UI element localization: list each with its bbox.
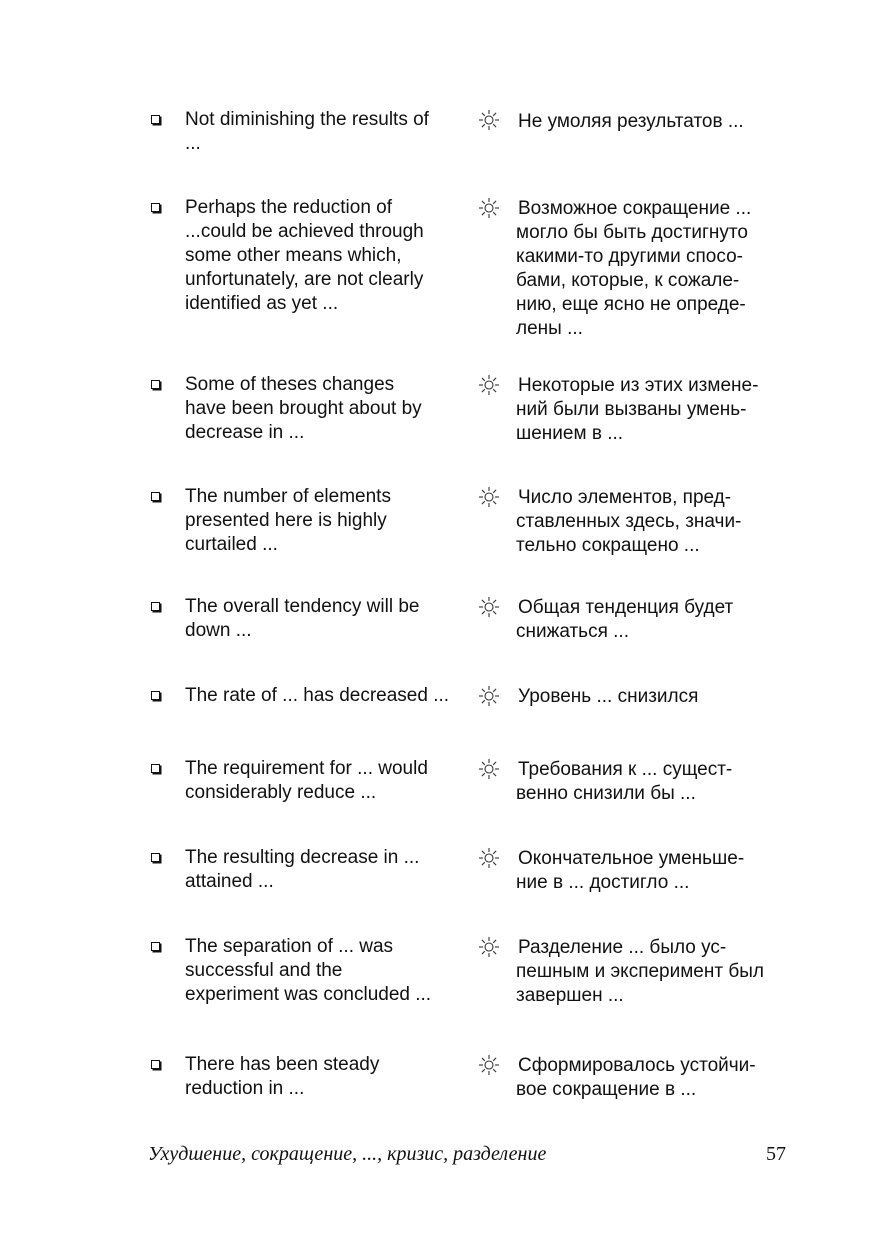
sun-icon bbox=[478, 486, 500, 508]
russian-translation: Число элементов, пред- ставленных здесь, значи- тельно сокращено ... bbox=[516, 487, 742, 556]
square-bullet-icon bbox=[151, 380, 160, 389]
square-bullet-icon bbox=[151, 203, 160, 212]
square-bullet-icon bbox=[151, 942, 160, 951]
russian-translation: Уровень ... снизился bbox=[518, 686, 699, 707]
russian-translation: Не умоляя результатов ... bbox=[518, 111, 744, 132]
sun-icon bbox=[478, 197, 500, 219]
english-phrase: The separation of ... was successful and the experiment was concluded ... bbox=[185, 936, 432, 1005]
sun-icon bbox=[478, 596, 500, 618]
russian-translation: Разделение ... было ус- пешным и эксперимент был завершен ... bbox=[516, 937, 764, 1006]
russian-translation: Сформировалось устойчи- вое сокращение в ... bbox=[516, 1055, 756, 1100]
russian-translation: Окончательное уменьше- ние в ... достигло ... bbox=[516, 848, 745, 893]
english-phrase: The resulting decrease in ... attained ... bbox=[185, 847, 420, 892]
russian-translation: Некоторые из этих измене- ний были вызваны умень- шением в ... bbox=[516, 375, 759, 444]
english-phrase: Not diminishing the results of ... bbox=[185, 109, 429, 154]
sun-icon bbox=[478, 109, 500, 131]
sun-icon bbox=[478, 685, 500, 707]
english-phrase: The number of elements presented here is highly curtailed ... bbox=[185, 486, 391, 555]
square-bullet-icon bbox=[151, 492, 160, 501]
english-phrase: The requirement for ... would considerably reduce ... bbox=[185, 758, 428, 803]
english-phrase: Some of theses changes have been brought about by decrease in ... bbox=[185, 374, 422, 443]
page-number: 57 bbox=[766, 1143, 786, 1165]
square-bullet-icon bbox=[151, 764, 160, 773]
english-phrase: There has been steady reduction in ... bbox=[185, 1054, 380, 1099]
english-phrase: The overall tendency will be down ... bbox=[185, 596, 420, 641]
square-bullet-icon bbox=[151, 853, 160, 862]
sun-icon bbox=[478, 1054, 500, 1076]
russian-translation: Общая тенденция будет снижаться ... bbox=[516, 597, 734, 642]
sun-icon bbox=[478, 374, 500, 396]
russian-translation: Возможное сокращение ... могло бы быть достигнуто какими-то другими спосо- бами, которые, к сожале- нию, еще ясно не опреде- лены ... bbox=[516, 198, 752, 339]
square-bullet-icon bbox=[151, 691, 160, 700]
sun-icon bbox=[478, 936, 500, 958]
english-phrase: The rate of ... has decreased ... bbox=[185, 685, 450, 706]
square-bullet-icon bbox=[151, 1060, 160, 1069]
sun-icon bbox=[478, 758, 500, 780]
english-phrase: Perhaps the reduction of ...could be achieved through some other means which, unfortunately, are not clearly identified as yet ... bbox=[185, 197, 424, 314]
square-bullet-icon bbox=[151, 602, 160, 611]
sun-icon bbox=[478, 847, 500, 869]
square-bullet-icon bbox=[151, 115, 160, 124]
russian-translation: Требования к ... сущест- венно снизили бы ... bbox=[516, 759, 733, 804]
running-footer-title: Ухудшение, сокращение, ..., кризис, разделение bbox=[148, 1143, 547, 1165]
